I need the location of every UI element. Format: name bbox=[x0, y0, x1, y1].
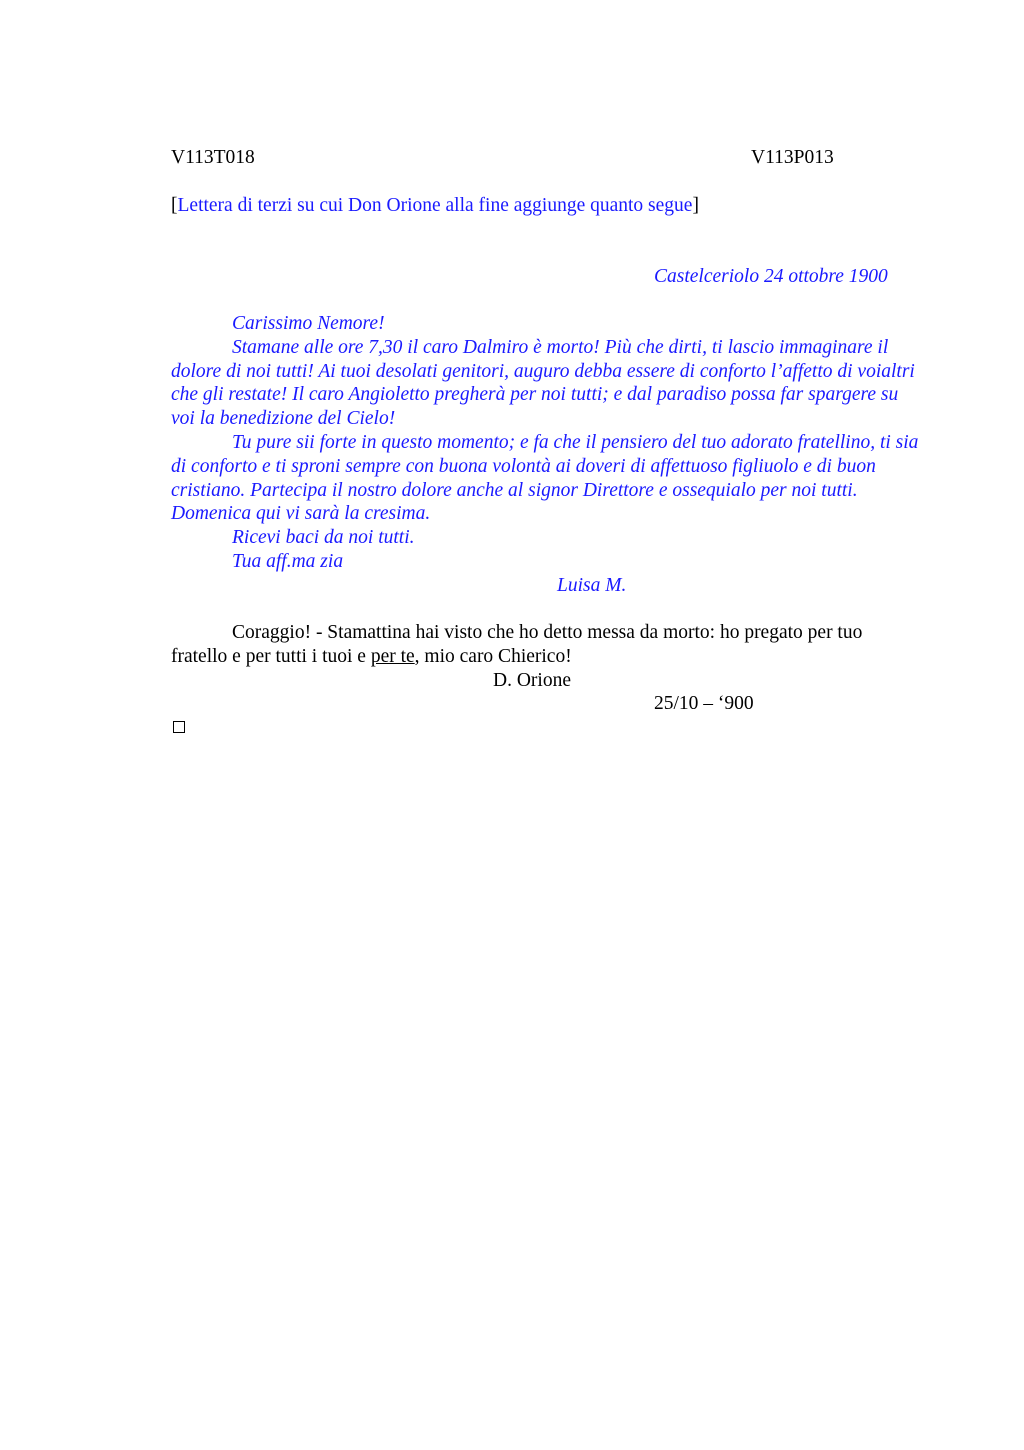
orione-signature: D. Orione bbox=[493, 670, 571, 691]
postscript-text-before: Coraggio! - Stamattina hai visto che ho detto messa da morto: ho pregato per tuo fratello e per tutti i tuoi e bbox=[171, 622, 863, 667]
letter-body bbox=[171, 312, 921, 598]
letter-signature: Luisa M. bbox=[557, 574, 627, 596]
letter-salutation: Carissimo Nemore! bbox=[232, 313, 385, 334]
editor-note bbox=[171, 194, 699, 218]
document-code-right: V113P013 bbox=[751, 147, 834, 168]
document-code-left: V113T018 bbox=[171, 147, 255, 168]
checkbox-square-icon bbox=[173, 721, 185, 733]
postscript-underlined: per te bbox=[370, 645, 415, 667]
note-text: Lettera di terzi su cui Don Orione alla fine aggiunge quanto segue bbox=[177, 195, 693, 216]
postscript bbox=[171, 621, 911, 669]
letter-closing-1: Ricevi baci da noi tutti. bbox=[232, 527, 415, 549]
letter-closing-2: Tua aff.ma zia bbox=[232, 550, 344, 572]
letter-place-date: Castelceriolo 24 ottobre 1900 bbox=[654, 266, 888, 287]
note-open-bracket: [ bbox=[171, 195, 178, 216]
orione-date: 25/10 – ‘900 bbox=[654, 693, 754, 714]
letter-paragraph-2: Tu pure sii forte in questo momento; e fa che il pensiero del tuo adorato fratellino, ti sia di conforto e ti sproni sempre con buona volontà ai doveri di affettuoso figliuolo e di buon cristiano. Partecipa il nostro dolore anche al signor Direttore e ossequialo per noi tutti. Domenica qui vi sarà la cresima. bbox=[171, 431, 919, 525]
postscript-text-after: , mio caro Chierico! bbox=[414, 645, 572, 667]
postscript-text bbox=[171, 621, 911, 669]
note-close-bracket: ] bbox=[692, 195, 699, 216]
letter-paragraph-1: Stamane alle ore 7,30 il caro Dalmiro è morto! Più che dirti, ti lascio immaginare il dolore di noi tutti! Ai tuoi desolati genitori, auguro debba essere di conforto l’affetto di voialtri che gli restate! Il caro Angioletto pregherà per noi tutti; e dal paradiso possa far spargere su voi la benedizione del Cielo! bbox=[171, 336, 915, 430]
